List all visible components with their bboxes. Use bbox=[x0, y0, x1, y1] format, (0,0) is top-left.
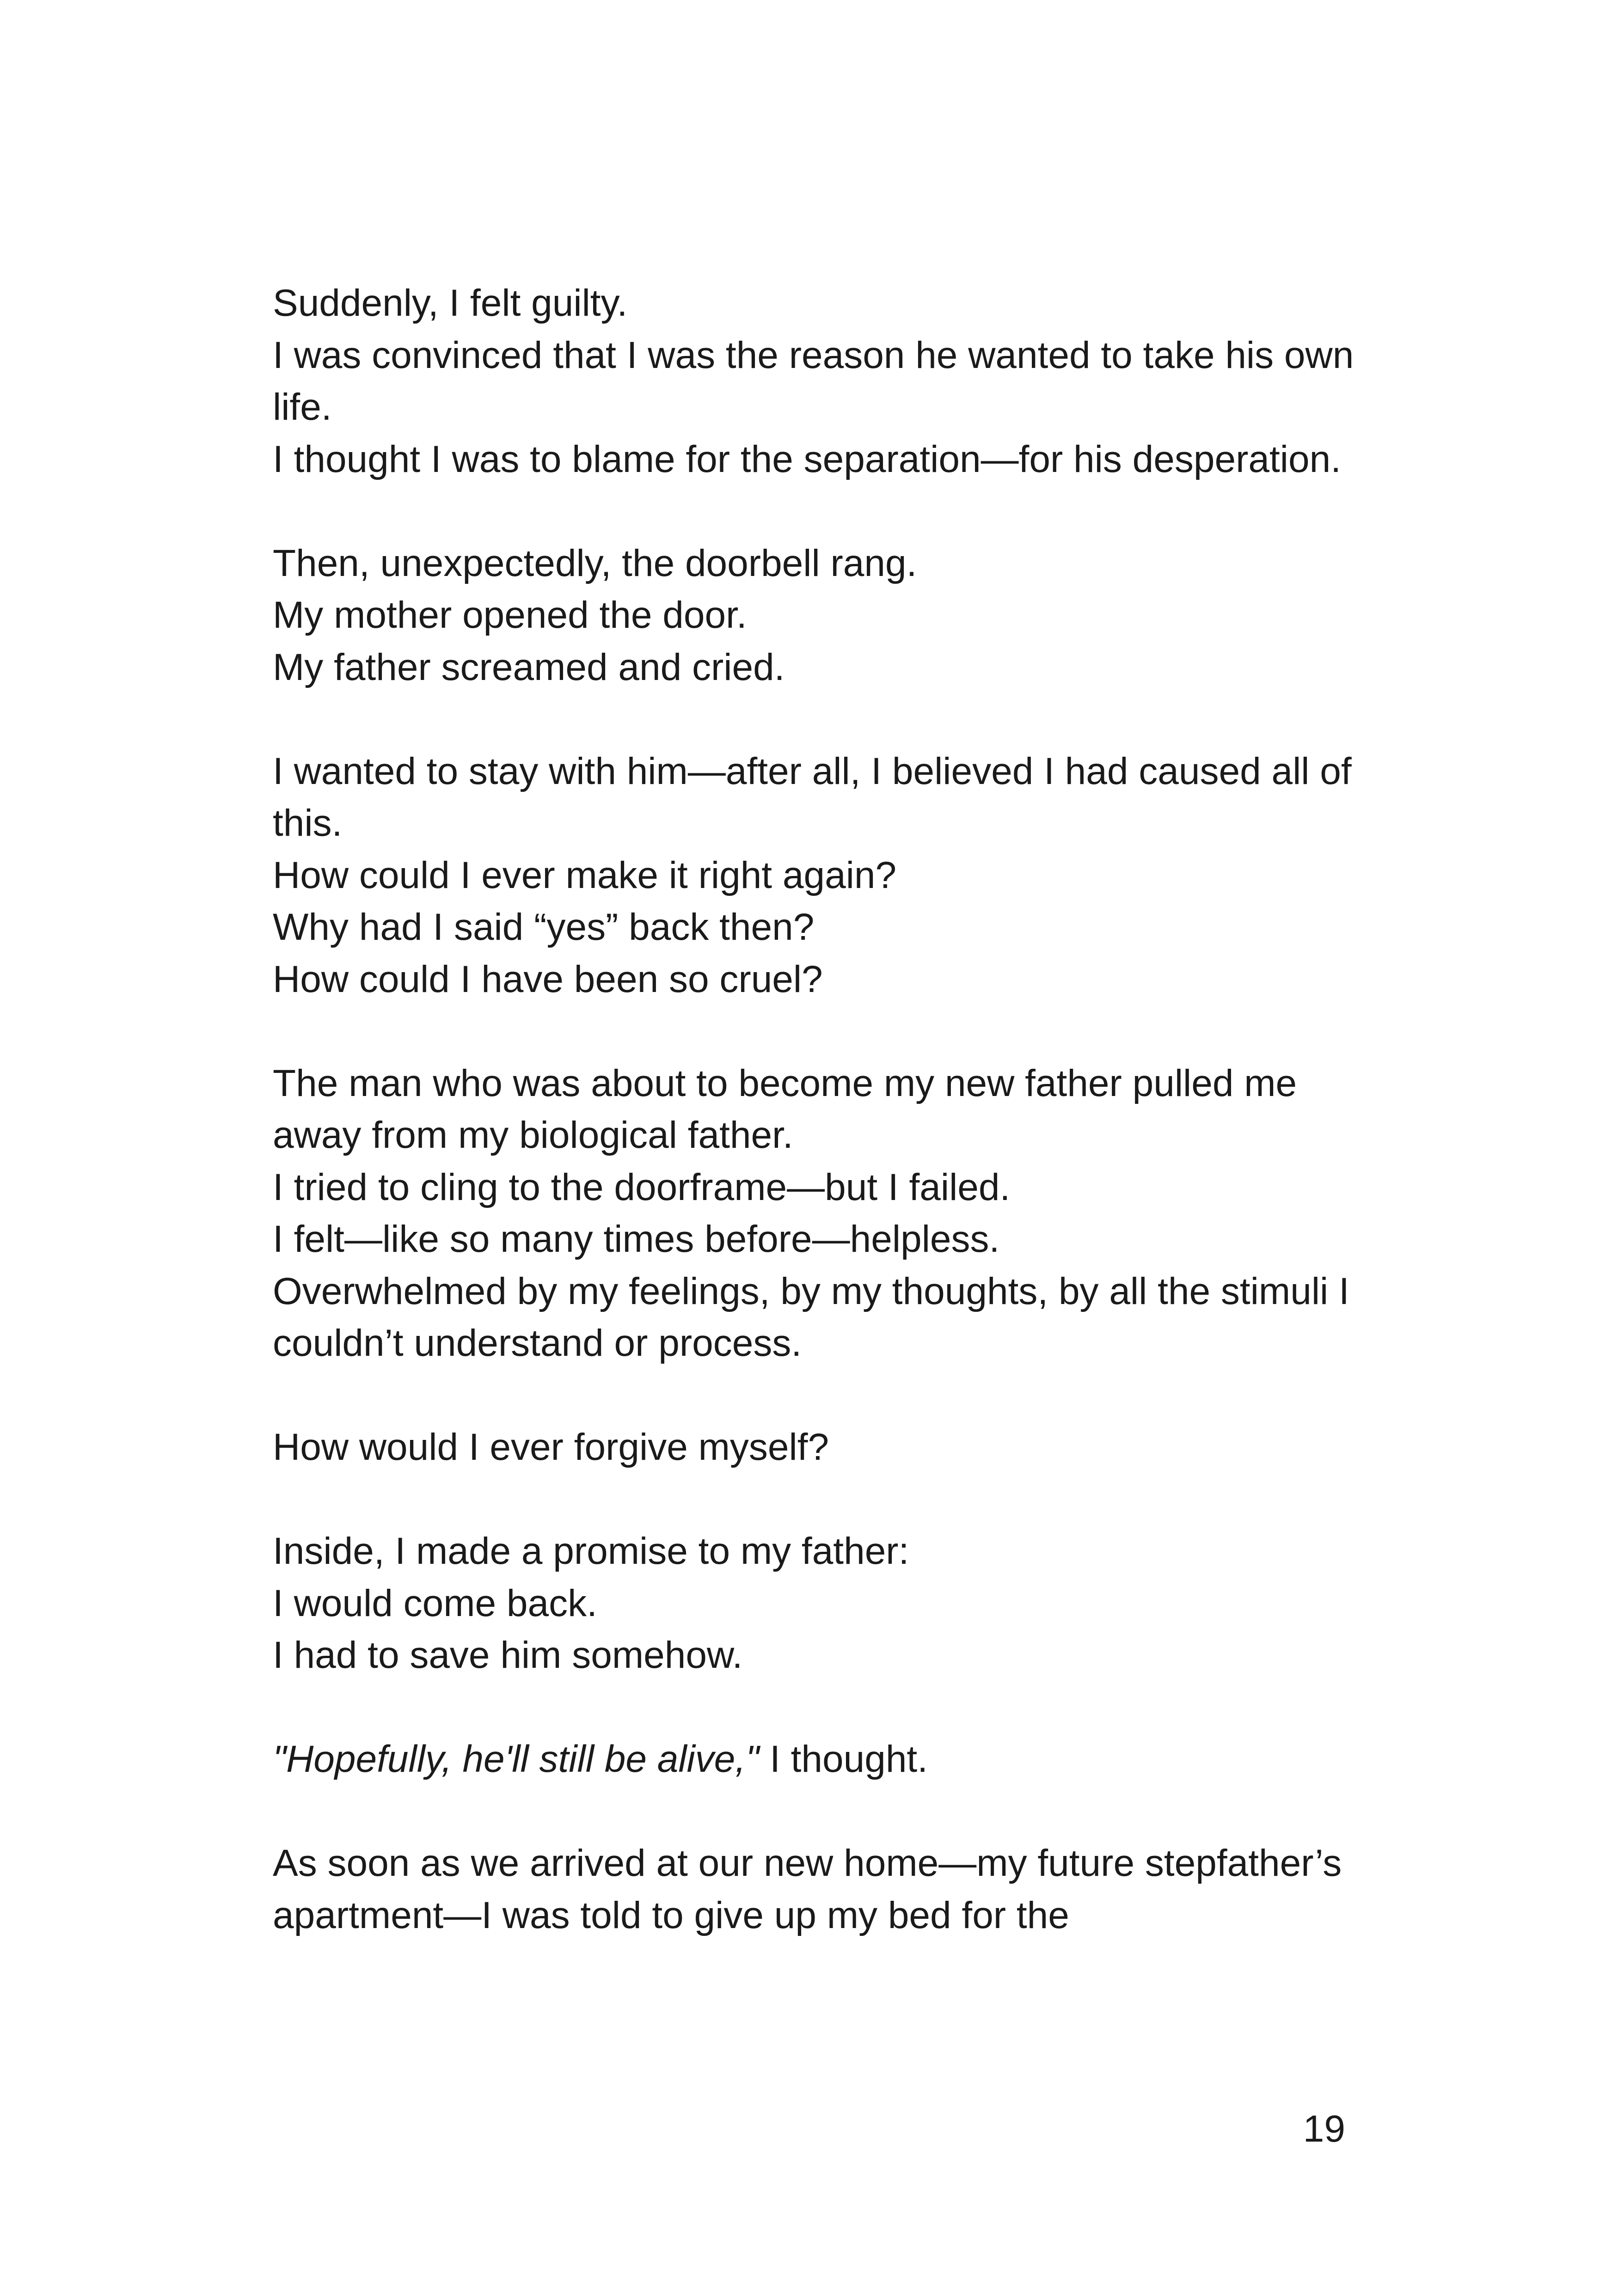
quote-tail: I thought. bbox=[759, 1738, 928, 1780]
paragraph-8 bbox=[273, 1837, 1364, 1941]
text-line: Suddenly, I felt guilty. bbox=[273, 282, 628, 324]
text-line: I was convinced that I was the reason he wanted to take his own life. bbox=[273, 334, 1354, 428]
text-line: How would I ever forgive myself? bbox=[273, 1426, 829, 1468]
paragraph-7 bbox=[273, 1733, 1364, 1786]
page-number: 19 bbox=[1303, 2108, 1345, 2150]
italic-quote: "Hopefully, he'll still be alive," bbox=[273, 1738, 760, 1780]
text-line: I had to save him somehow. bbox=[273, 1634, 743, 1676]
paragraph-3 bbox=[273, 746, 1364, 1006]
text-line: My father screamed and cried. bbox=[273, 646, 785, 688]
text-line: How could I have been so cruel? bbox=[273, 958, 823, 1000]
quote-line bbox=[273, 1733, 1364, 1786]
paragraph-4 bbox=[273, 1058, 1364, 1370]
paragraph-2 bbox=[273, 538, 1364, 694]
body-text bbox=[273, 277, 1364, 1941]
text-line: Inside, I made a promise to my father: bbox=[273, 1530, 909, 1572]
text-line: Why had I said “yes” back then? bbox=[273, 906, 815, 948]
text-line: Overwhelmed by my feelings, by my thoughts, by all the stimuli I couldn’t understand or process. bbox=[273, 1270, 1349, 1364]
text-line: I thought I was to blame for the separation—for his desperation. bbox=[273, 438, 1341, 480]
text-line: My mother opened the door. bbox=[273, 594, 747, 636]
text-line: I would come back. bbox=[273, 1582, 597, 1624]
paragraph-6 bbox=[273, 1525, 1364, 1682]
text-line: I wanted to stay with him—after all, I believed I had caused all of this. bbox=[273, 750, 1352, 844]
text-line: Then, unexpectedly, the doorbell rang. bbox=[273, 542, 917, 584]
paragraph-1 bbox=[273, 277, 1364, 485]
text-line: I felt—like so many times before—helpless. bbox=[273, 1218, 1000, 1260]
text-line: As soon as we arrived at our new home—my future stepfather’s apartment—I was told to give up my bed for the bbox=[273, 1842, 1342, 1936]
text-line: I tried to cling to the doorframe—but I failed. bbox=[273, 1166, 1011, 1208]
paragraph-5 bbox=[273, 1421, 1364, 1474]
text-line: How could I ever make it right again? bbox=[273, 854, 897, 896]
text-line: The man who was about to become my new father pulled me away from my biological father. bbox=[273, 1062, 1297, 1156]
